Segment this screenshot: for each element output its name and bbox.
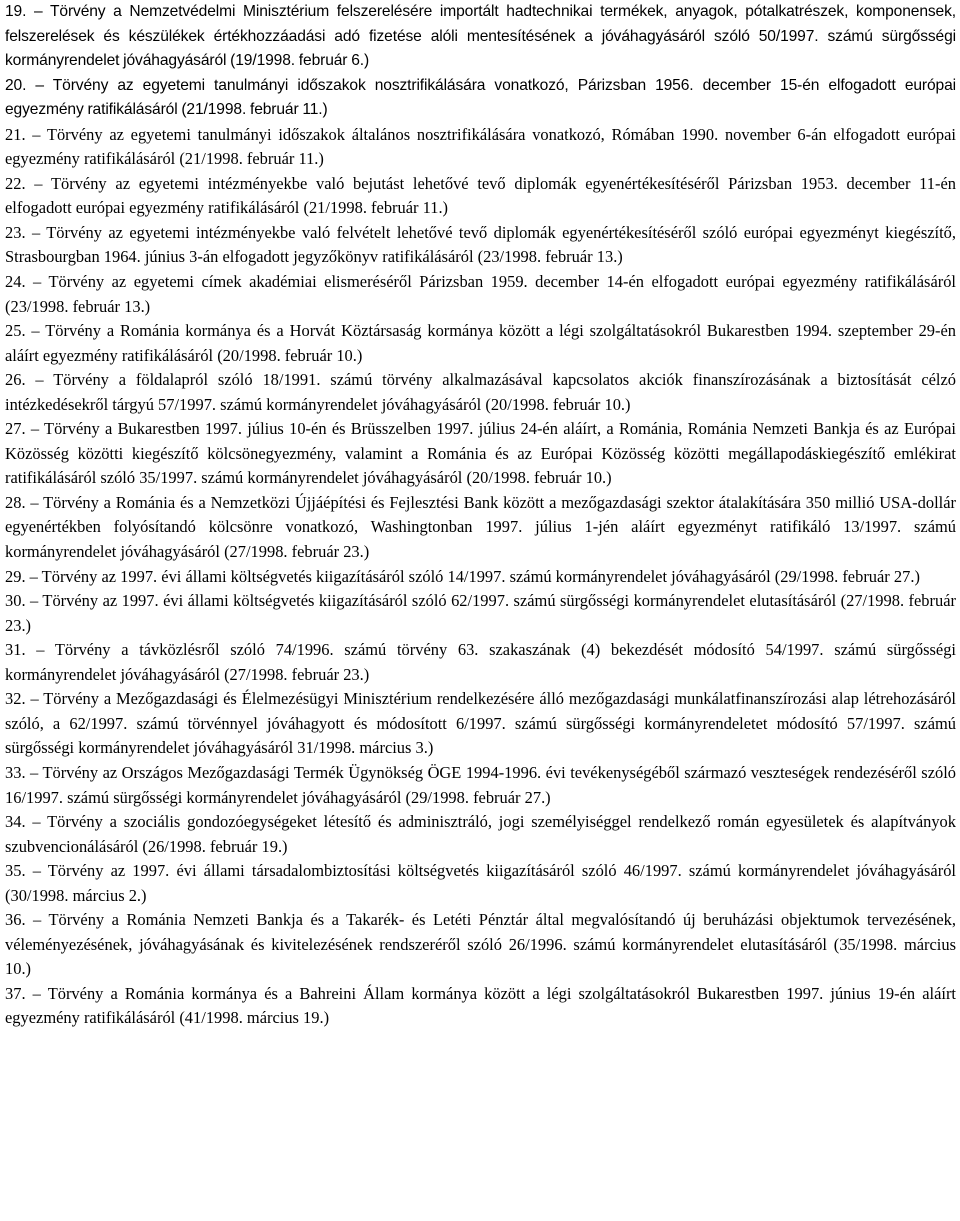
law-entry-25: 25. – Törvény a Románia kormánya és a Horvát Köztársaság kormánya között a légi szolgáltatásokról Bukarestben 1994. szeptember 29-én aláírt egyezmény ratifikálásáról (20/1998. február 10.) [5, 321, 956, 365]
law-entry-30: 30. – Törvény az 1997. évi állami költségvetés kiigazításáról szóló 62/1997. számú sürgősségi kormányrendelet elutasításáról (27/1998. február 23.) [5, 591, 956, 635]
law-entry-26: 26. – Törvény a földalapról szóló 18/1991. számú törvény alkalmazásával kapcsolatos akciók finanszírozásának a biztosítását célzó intézkedésekről tárgyú 57/1997. számú kormányrendelet jóváhagyásáról (20/1998. február 10.) [5, 370, 956, 414]
law-entry-19: 19. – Törvény a Nemzetvédelmi Minisztérium felszerelésére importált hadtechnikai termékek, anyagok, pótalkatrészek, komponensek, felszerelések és készülékek értékhozzáadási adó fizetése alóli mentesítésének a jóváhagyásáról szóló 50/1997. számú sürgősségi kormányrendelet jóváhagyásáról (19/1998. február 6.) [5, 3, 956, 70]
law-entry-20: 20. – Törvény az egyetemi tanulmányi időszakok nosztrifikálására vonatkozó, Párizsban 1956. december 15-én elfogadott európai egyezmény ratifikálásáról (21/1998. február 11.) [5, 76, 956, 119]
law-entry-23: 23. – Törvény az egyetemi intézményekbe való felvételt lehetővé tevő diplomák egyenértékesítéséről szóló európai egyezményt kiegészítő, Strasbourgban 1964. június 3-án elfogadott jegyzőkönyv ratifikálásáról (23/1998. február 13.) [5, 222, 956, 267]
law-entry-28: 28. – Törvény a Románia és a Nemzetközi Újjáépítési és Fejlesztési Bank között a mezőgazdasági szektor átalakítására 350 millió USA-dollár egyenértékben folyósítandó kölcsönre vonatkozó, Washingtonban 1997. július 1-jén aláírt egyezményt ratifikáló 13/1997. számú kormányrendelet jóváhagyásáról (27/1998. február 23.) [5, 492, 956, 562]
law-entry-31: 31. – Törvény a távközlésről szóló 74/1996. számú törvény 63. szakaszának (4) bekezdését módosító 54/1997. számú sürgősségi kormányrendelet jóváhagyásáról (27/1998. február 23.) [5, 640, 956, 684]
law-entry-32: 32. – Törvény a Mezőgazdasági és Élelmezésügyi Minisztérium rendelkezésére álló mezőgazdasági munkálatfinanszírozási alap létrehozásáról szóló, a 62/1997. számú törvénnyel jóváhagyott és módosított 6/1997. számú sürgősségi kormányrendeletet módosító 57/1997. számú sürgősségi kormányrendelet jóváhagyásáról 31/1998. március 3.) [5, 689, 956, 758]
law-entry-29: 29. – Törvény az 1997. évi állami költségvetés kiigazításáról szóló 14/1997. számú kormányrendelet jóváhagyásáról (29/1998. február 27.) [5, 566, 920, 586]
law-entry-21: 21. – Törvény az egyetemi tanulmányi időszakok általános nosztrifikálására vonatkozó, Rómában 1990. november 6-án elfogadott európai egyezmény ratifikálásáról (21/1998. február 11.) [5, 124, 956, 169]
law-entry-34: 34. – Törvény a szociális gondozóegységeket létesítő és adminisztráló, jogi személyiséggel rendelkező román egyesületek és alapítványok szubvencionálásáról (26/1998. február 19.) [5, 812, 956, 856]
law-entry-36: 36. – Törvény a Románia Nemzeti Bankja és a Takarék- és Letéti Pénztár által megvalósítandó új beruházási objektumok tervezésének, véleményezésének, jóváhagyásának és kivitelezésének rendszeréről szóló 26/1996. számú kormányrendelet elutasításáról (35/1998. március 10.) [5, 910, 956, 979]
law-entry-37: 37. – Törvény a Románia kormánya és a Bahreini Állam kormánya között a légi szolgáltatásokról Bukarestben 1997. június 19-én aláírt egyezmény ratifikálásáról (41/1998. március 19.) [5, 983, 956, 1028]
law-entry-22: 22. – Törvény az egyetemi intézményekbe való bejutást lehetővé tevő diplomák egyenértékesítéséről Párizsban 1953. december 11-én elfogadott európai egyezmény ratifikálásáról (21/1998. február 11.) [5, 173, 956, 218]
law-entry-33: 33. – Törvény az Országos Mezőgazdasági Termék Ügynökség ÖGE 1994-1996. évi tevékenységéből származó veszteségek rendezéséről szóló 16/1997. számú sürgősségi kormányrendelet jóváhagyásáról (29/1998. február 27.) [5, 762, 956, 807]
law-entry-27: 27. – Törvény a Bukarestben 1997. július 10-én és Brüsszelben 1997. július 24-én aláírt, a Románia, Románia Nemzeti Bankja és az Európai Közösség közötti kiegészítő kölcsönegyezmény, valamint a Románia és az Európai Közösség közötti megállapodáskiegészítő emlékirat ratifikálásáról szóló 35/1997. számú kormányrendelet jóváhagyásáról (20/1998. február 10.) [5, 419, 956, 488]
law-entry-24: 24. – Törvény az egyetemi címek akadémiai elismeréséről Párizsban 1959. december 14-én elfogadott európai egyezmény ratifikálásáról (23/1998. február 13.) [5, 272, 956, 316]
law-entry-35: 35. – Törvény az 1997. évi állami társadalombiztosítási költségvetés kiigazításáról szóló 46/1997. számú kormányrendelet jóváhagyásáról (30/1998. március 2.) [5, 861, 956, 905]
